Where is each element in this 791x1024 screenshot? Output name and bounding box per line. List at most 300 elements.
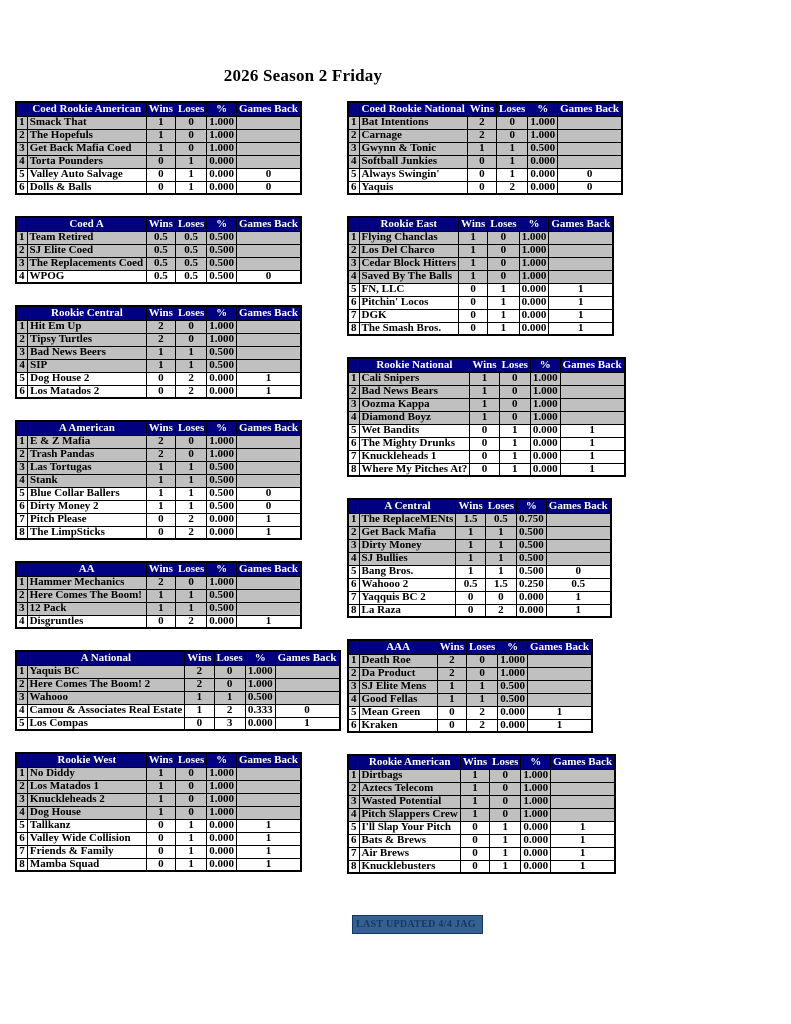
games-back-cell [237,576,302,589]
column-header-: % [207,421,237,435]
team-name-cell: Valley Auto Salvage [27,168,146,181]
column-header-loses: Loses [466,640,497,654]
rank-header-cell [348,755,359,769]
loses-cell: 1 [497,142,528,155]
header-row [16,753,301,767]
rank-cell: 2 [16,780,27,793]
team-name-cell: Los Matados 1 [27,780,146,793]
pct-cell: 0.000 [517,591,547,604]
wins-cell: 0 [460,821,489,834]
wins-cell: 0 [470,437,499,450]
games-back-cell: 0 [275,704,339,717]
pct-cell: 0.000 [530,424,560,437]
wins-cell: 2 [146,448,175,461]
wins-cell: 1 [460,782,489,795]
table-row [348,116,622,129]
table-row [348,244,613,257]
wins-cell: 1 [460,769,489,782]
wins-cell: 1 [467,142,496,155]
loses-cell: 1 [485,539,516,552]
table-row [348,706,592,719]
games-back-cell [551,782,615,795]
pct-cell: 1.000 [498,667,528,680]
pct-cell: 0.750 [517,513,547,526]
wins-cell: 1 [146,142,175,155]
loses-cell: 0 [175,448,206,461]
standings-table-aa [15,561,302,629]
column-header-games-back: Games Back [560,358,624,372]
standings-table-a-national [15,650,341,731]
games-back-cell [549,257,613,270]
rank-cell: 2 [348,782,359,795]
pct-cell: 0.000 [521,847,551,860]
loses-cell: 0 [490,769,521,782]
page-title: 2026 Season 2 Friday [223,66,383,85]
wins-cell: 0 [146,181,175,194]
wins-cell: 0 [456,591,485,604]
games-back-cell [528,680,592,693]
table-row [16,513,301,526]
rank-cell: 4 [348,270,359,283]
league-name-header: Rookie Central [28,306,147,320]
loses-cell: 0 [499,385,530,398]
table-row [16,168,301,181]
team-name-cell: SJ Bullies [359,552,456,565]
wins-cell: 1 [146,359,175,372]
wins-cell: 1 [146,487,175,500]
rank-cell: 6 [16,181,27,194]
rank-cell: 5 [348,565,359,578]
column-header-: % [528,102,558,116]
rank-cell: 1 [348,372,359,385]
rank-cell: 5 [348,283,359,296]
wins-cell: 1 [146,806,175,819]
table-row [16,129,301,142]
rank-cell: 4 [348,808,359,821]
games-back-cell [549,244,613,257]
wins-cell: 1 [146,346,175,359]
table-row [16,142,301,155]
team-name-cell: No Diddy [27,767,146,780]
team-name-cell: Blue Collar Ballers [28,487,147,500]
pct-cell: 1.000 [245,678,275,691]
pct-cell: 0.500 [517,552,547,565]
loses-cell: 0 [490,795,521,808]
pct-cell: 0.000 [207,526,237,539]
rank-cell: 8 [348,860,359,873]
wins-cell: 2 [437,667,466,680]
wins-cell: 2 [146,320,175,333]
loses-cell: 1 [175,819,206,832]
wins-cell: 1 [470,385,499,398]
team-name-cell: Wet Bandits [359,424,470,437]
games-back-cell: 1 [549,296,613,309]
rank-cell: 2 [348,526,359,539]
wins-cell: 0 [459,322,488,335]
table-row [16,270,301,283]
table-row [16,793,301,806]
table-row [16,244,301,257]
games-back-cell: 0 [237,487,302,500]
table-row [16,691,340,704]
header-row [348,358,625,372]
games-back-cell [551,795,615,808]
rank-cell: 3 [16,346,28,359]
rank-cell: 5 [348,168,359,181]
rank-cell: 3 [16,602,27,615]
column-header-wins: Wins [459,217,488,231]
rank-cell: 3 [348,142,359,155]
table-row [348,552,611,565]
column-header-loses: Loses [175,102,206,116]
wins-cell: 0 [437,719,466,732]
column-left [15,101,337,893]
games-back-cell [237,461,302,474]
games-back-cell: 1 [549,283,613,296]
table-row [16,576,301,589]
rank-cell: 4 [348,693,359,706]
last-updated-badge: LAST UPDATED 4/4 JAG [352,915,483,934]
table-row [16,665,340,678]
standings-table-a-american [15,420,302,540]
games-back-cell: 0 [237,181,302,194]
rank-cell: 8 [348,463,359,476]
loses-cell: 0 [175,780,206,793]
pct-cell: 1.000 [207,448,237,461]
rank-cell: 2 [16,129,27,142]
table-row [348,591,611,604]
pct-cell: 1.000 [207,767,237,780]
table-row [348,680,592,693]
games-back-cell: 1 [528,706,592,719]
games-back-cell: 1 [237,845,302,858]
games-back-cell [560,372,624,385]
pct-cell: 1.000 [207,116,237,129]
league-name-header: A National [27,651,185,665]
wins-cell: 1 [470,372,499,385]
table-row [16,257,301,270]
loses-cell: 0 [175,142,206,155]
table-row [348,322,613,335]
team-name-cell: The LimpSticks [28,526,147,539]
pct-cell: 1.000 [521,769,551,782]
loses-cell: 1 [485,565,516,578]
rank-header-cell [16,421,28,435]
wins-cell: 0.5 [146,257,175,270]
team-name-cell: Bat Intentions [359,116,467,129]
pct-cell: 0.000 [530,463,560,476]
table-row [16,116,301,129]
games-back-cell [237,602,302,615]
team-name-cell: The Hopefuls [27,129,146,142]
team-name-cell: Softball Junkies [359,155,467,168]
games-back-cell [237,320,302,333]
rank-cell: 6 [348,437,359,450]
team-name-cell: The Smash Bros. [359,322,459,335]
games-back-cell: 1 [237,526,302,539]
wins-cell: 1 [146,780,175,793]
loses-cell: 1 [497,168,528,181]
loses-cell: 1 [175,487,206,500]
wins-cell: 2 [467,129,496,142]
loses-cell: 0 [488,231,519,244]
team-name-cell: SIP [28,359,147,372]
wins-cell: 1 [146,129,175,142]
loses-cell: 0.5 [175,257,206,270]
rank-cell: 1 [348,654,359,667]
loses-cell: 2 [175,385,206,398]
table-row [348,283,613,296]
games-back-cell: 0 [237,168,302,181]
loses-cell: 2 [214,704,245,717]
pct-cell: 1.000 [498,654,528,667]
rank-cell: 5 [16,168,27,181]
column-header-loses: Loses [485,499,516,513]
pct-cell: 0.500 [207,487,237,500]
table-row [16,717,340,730]
team-name-cell: La Raza [359,604,456,617]
loses-cell: 0 [175,320,206,333]
wins-cell: 1 [459,231,488,244]
table-row [16,500,301,513]
pct-cell: 0.500 [207,359,237,372]
rank-cell: 6 [16,500,28,513]
rank-cell: 1 [348,513,359,526]
column-header-games-back: Games Back [275,651,339,665]
games-back-cell [237,359,302,372]
games-back-cell: 1 [237,372,302,385]
loses-cell: 0.5 [175,244,206,257]
games-back-cell [560,385,624,398]
loses-cell: 0 [214,678,245,691]
team-name-cell: Pitch Please [28,513,147,526]
wins-cell: 0.5 [146,244,175,257]
column-header-loses: Loses [497,102,528,116]
games-back-cell [546,552,610,565]
rank-cell: 4 [16,155,27,168]
column-header-: % [207,217,237,231]
standings-table-a-central [347,498,612,618]
table-row [348,257,613,270]
loses-cell: 2 [466,719,497,732]
pct-cell: 0.000 [530,437,560,450]
pct-cell: 1.000 [519,231,549,244]
rank-header-cell [348,102,359,116]
team-name-cell: The Replacements Coed [27,257,146,270]
wins-cell: 0 [467,168,496,181]
table-row [348,808,615,821]
loses-cell: 0 [214,665,245,678]
rank-header-cell [348,358,359,372]
table-row [348,795,615,808]
team-name-cell: Yaquis [359,181,467,194]
wins-cell: 0 [456,604,485,617]
table-row [16,704,340,717]
league-name-header: AAA [359,640,437,654]
team-name-cell: Knucklebusters [359,860,460,873]
team-name-cell: Las Tortugas [28,461,147,474]
team-name-cell: Cali Snipers [359,372,470,385]
column-header-games-back: Games Back [549,217,613,231]
team-name-cell: Smack That [27,116,146,129]
games-back-cell [560,411,624,424]
loses-cell: 0 [488,244,519,257]
table-row [348,654,592,667]
rank-cell: 8 [348,322,359,335]
games-back-cell: 1 [560,437,624,450]
loses-cell: 1 [499,450,530,463]
table-row [16,858,301,871]
games-back-cell: 1 [237,858,302,871]
loses-cell: 1 [175,181,206,194]
column-header-wins: Wins [146,217,175,231]
wins-cell: 1 [470,398,499,411]
pct-cell: 0.000 [519,283,549,296]
table-row [16,526,301,539]
wins-cell: 1 [146,474,175,487]
rank-cell: 5 [16,372,28,385]
team-name-cell: I'll Slap Your Pitch [359,821,460,834]
loses-cell: 2 [466,706,497,719]
team-name-cell: Death Roe [359,654,437,667]
rank-cell: 6 [16,385,28,398]
table-row [348,142,622,155]
pct-cell: 0.500 [498,680,528,693]
pct-cell: 0.500 [207,500,237,513]
header-row [16,102,301,116]
wins-cell: 0 [470,424,499,437]
team-name-cell: 12 Pack [27,602,146,615]
column-header-wins: Wins [467,102,496,116]
league-name-header: Rookie East [359,217,459,231]
pct-cell: 1.000 [207,793,237,806]
rank-cell: 4 [16,359,28,372]
pct-cell: 0.500 [245,691,275,704]
games-back-cell [546,513,610,526]
column-header-loses: Loses [175,217,206,231]
games-back-cell [528,693,592,706]
loses-cell: 1 [490,847,521,860]
loses-cell: 1 [175,832,206,845]
pct-cell: 1.000 [519,270,549,283]
loses-cell: 1 [497,155,528,168]
loses-cell: 1 [488,296,519,309]
column-header-loses: Loses [490,755,521,769]
wins-cell: 0 [460,834,489,847]
team-name-cell: The Mighty Drunks [359,437,470,450]
games-back-cell [549,270,613,283]
team-name-cell: Cedar Block Hitters [359,257,459,270]
table-row [348,769,615,782]
rank-cell: 7 [16,513,28,526]
team-name-cell: Dirtbags [359,769,460,782]
column-header-games-back: Games Back [558,102,622,116]
wins-cell: 0 [146,526,175,539]
table-row [348,719,592,732]
table-row [16,806,301,819]
pct-cell: 0.000 [519,309,549,322]
wins-cell: 0 [146,385,175,398]
table-row [348,411,625,424]
games-back-cell [528,654,592,667]
games-back-cell: 1 [551,847,615,860]
standings-table-rookie-american [347,754,616,874]
table-row [348,667,592,680]
team-name-cell: Hammer Mechanics [27,576,146,589]
team-name-cell: Knuckleheads 2 [27,793,146,806]
games-back-cell [237,806,302,819]
loses-cell: 2 [175,372,206,385]
wins-cell: 1 [459,257,488,270]
wins-cell: 0.5 [146,270,175,283]
column-header-games-back: Games Back [237,102,302,116]
rank-cell: 4 [16,806,27,819]
pct-cell: 0.000 [528,155,558,168]
games-back-cell: 1 [237,615,302,628]
loses-cell: 0 [497,116,528,129]
column-header-loses: Loses [175,306,206,320]
rank-cell: 5 [16,717,27,730]
loses-cell: 1 [175,461,206,474]
team-name-cell: The ReplaceMENts [359,513,456,526]
rank-cell: 4 [16,270,27,283]
wins-cell: 0 [146,513,175,526]
games-back-cell: 1 [237,832,302,845]
games-back-cell: 1 [560,450,624,463]
column-header-wins: Wins [146,562,175,576]
rank-cell: 1 [16,435,28,448]
games-back-cell [237,244,302,257]
games-back-cell [237,333,302,346]
games-back-cell [237,474,302,487]
pct-cell: 0.500 [517,526,547,539]
games-back-cell: 1 [528,719,592,732]
wins-cell: 1 [437,680,466,693]
standings-table-coed-a [15,216,302,284]
loses-cell: 2 [175,615,206,628]
table-row [348,372,625,385]
team-name-cell: Get Back Mafia [359,526,456,539]
standings-table-rookie-west [15,752,302,872]
standings-table-rookie-central [15,305,302,399]
table-row [16,448,301,461]
games-back-cell [275,665,339,678]
table-row [348,231,613,244]
team-name-cell: Mean Green [359,706,437,719]
games-back-cell: 1 [551,834,615,847]
loses-cell: 0.5 [485,513,516,526]
rank-header-cell [348,640,359,654]
games-back-cell: 1 [237,513,302,526]
table-row [348,578,611,591]
wins-cell: 0 [146,845,175,858]
team-name-cell: SJ Elite Mens [359,680,437,693]
rank-cell: 1 [16,767,27,780]
team-name-cell: Bad News Beers [28,346,147,359]
rank-cell: 3 [16,793,27,806]
team-name-cell: Here Comes The Boom! 2 [27,678,185,691]
rank-cell: 3 [348,398,359,411]
games-back-cell [237,257,302,270]
pct-cell: 0.000 [207,615,237,628]
wins-cell: 1 [146,602,175,615]
wins-cell: 1 [456,565,485,578]
team-name-cell: Bang Bros. [359,565,456,578]
table-row [348,513,611,526]
wins-cell: 0 [460,847,489,860]
column-header-games-back: Games Back [237,562,302,576]
team-name-cell: Air Brews [359,847,460,860]
